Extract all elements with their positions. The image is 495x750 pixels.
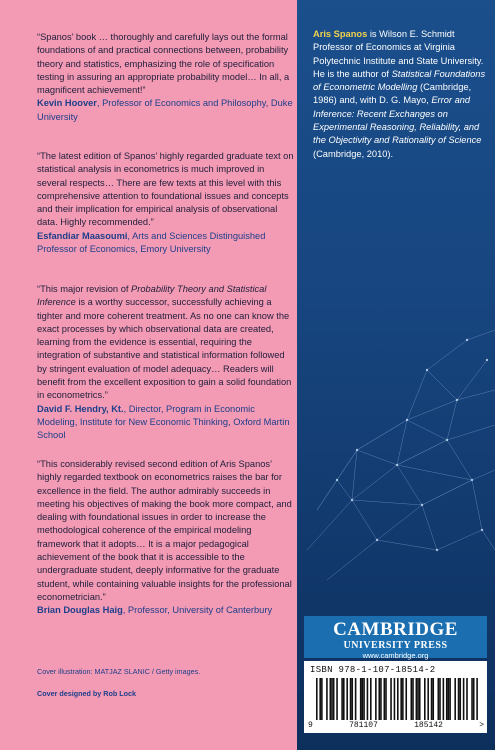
quote-author: Esfandiar Maasoumi: [37, 230, 128, 241]
quote-author: David F. Hendry, Kt.: [37, 403, 124, 414]
quote-attribution: [37, 97, 295, 124]
quote-affiliation: , Professor, University of Canterbury: [122, 605, 273, 616]
quote-attribution: [37, 230, 295, 257]
network-illustration: [297, 250, 495, 620]
author-bio: Aris Spanos is Wilson E. Schmidt Professor of Economics at Virginia Polytechnic Institute and State University. He is the author of Statistical Foundations of Econometric Modelling (Cambridge, 1986) and, with D. G. Mayo, Error and Inference: Recent Exchanges on Experimental Reasoning, Reliability, and the Objectivity and Rationality of Science (Cambridge, 2010).: [313, 29, 486, 159]
quote-attribution: [37, 604, 295, 617]
quote-author: Kevin Hoover: [37, 98, 97, 109]
publisher-name: CAMBRIDGE: [333, 619, 458, 640]
quote-text: “This major revision of Probability Theory and Statistical Inference is a worthy successor, successfully achieving a tighter and more coherent treatment. As no one can know the exact processes by which observational data are created, learning from the evidence is essential, requiring the integration of substantive and statistical information followed by stringent evaluation of model adequacy… Readers will benefit from the excellent exposition to gain a solid foundation in econometrics.”: [37, 284, 292, 401]
book-title: Statistical Foundations of Econometric Modelling: [313, 68, 486, 93]
back-cover-right-panel: [297, 0, 495, 750]
quote-block-hoover: [37, 31, 295, 124]
quote-text: “Spanos’ book … thoroughly and carefully lays out the formal foundations of and practical connections between, probability theory and statistics, emphasizing the role of specification testing in assuring an appropriate probability model… In all, a magnificent achievement!”: [37, 32, 290, 96]
quote-block-maasoumi: [37, 150, 295, 256]
isbn-label: ISBN 978-1-107-18514-2: [310, 665, 436, 675]
quote-affiliation: , Professor of Economics and Philosophy, Duke University: [37, 98, 293, 122]
quote-block-hendry: [37, 283, 295, 443]
publisher-url: www.cambridge.org: [362, 651, 429, 660]
quote-author: Brian Douglas Haig: [37, 605, 123, 616]
quote-block-haig: [37, 458, 295, 618]
quote-affiliation: , Director, Program in Economic Modeling, Institute for New Economic Thinking, Oxford Martin School: [37, 403, 290, 441]
quote-attribution: [37, 403, 295, 443]
quote-text: “This considerably revised second edition of Aris Spanos’ highly regarded textbook on econometrics raises the bar for excellence in the field. The author admirably succeeds in meeting his objectives of making the book more compact, and dealing with foundational issues in order to increase the methodological coherence of the empirical modeling framework that it adopts… It is a major pedagogical achievement of the book that it is accessible to the undergraduate student, deeply informative for the graduate student, while containing valuable insights for the professional econometrician.”: [37, 459, 292, 602]
design-credit: Cover designed by Rob Lock: [37, 689, 137, 698]
illustration-credit: Cover illustration: MATJAZ SLANIC / Getty images.: [37, 667, 201, 676]
book-title: Error and Inference: Recent Exchanges on Experimental Reasoning, Reliability, and the Objectivity and Rationality of Science: [313, 95, 482, 146]
barcode-bars: [316, 678, 478, 720]
barcode: [304, 661, 487, 733]
book-title: Probability Theory and Statistical Inference: [37, 284, 267, 308]
quote-text: “The latest edition of Spanos’ highly regarded graduate text on statistical analysis in econometrics is much improved in several respects… There are few texts at this level with this comprehensive attention to foundational issues and concepts and their implication for empirical analysis of observational data. Highly recommended.”: [37, 151, 294, 228]
quote-affiliation: , Arts and Sciences Distinguished Professor of Economics, Emory University: [37, 230, 266, 255]
author-name: Aris Spanos: [313, 29, 368, 39]
publisher-logo: [304, 616, 487, 658]
publisher-subname: UNIVERSITY PRESS: [343, 640, 448, 651]
barcode-digits: 9 781107 185142 >: [308, 721, 484, 730]
